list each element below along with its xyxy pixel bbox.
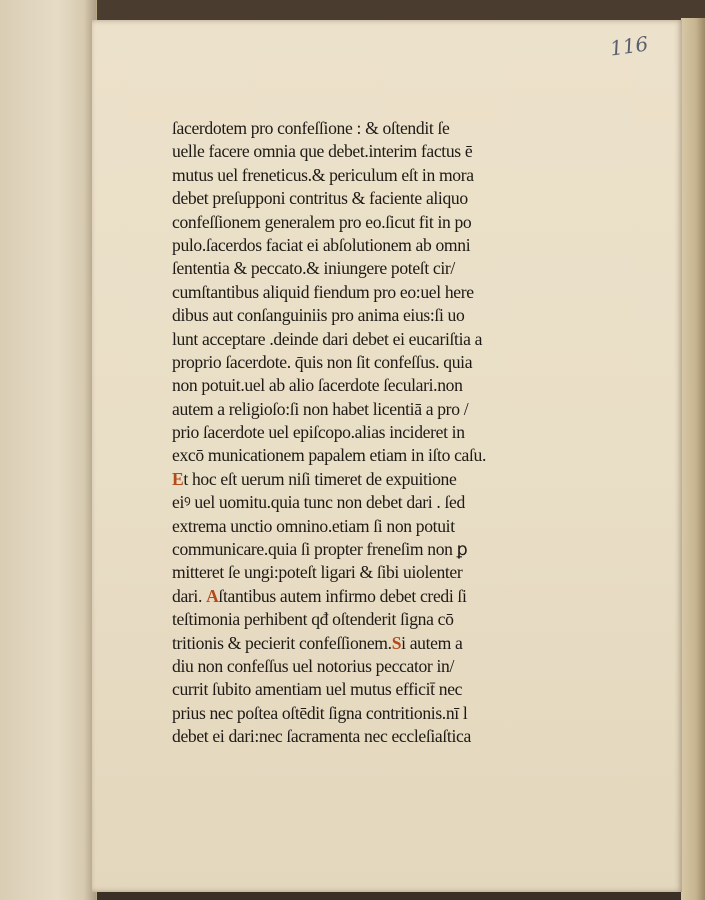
text-line: pulo.ſacerdos faciat ei abſolutionem ab omni <box>172 234 471 255</box>
rubricated-initial: E <box>172 468 184 489</box>
text-line: ſententia & peccato.& iniungere poteſt cir/ <box>172 258 455 279</box>
page-edge-stack <box>681 18 705 900</box>
text-line: ſacerdotem pro confeſſione : & oſtendit ſe <box>172 118 450 138</box>
text-line: dibus aut conſanguiniis pro anima eius:ſi uo <box>172 305 465 326</box>
text-line: proprio ſacerdote. q̄uis non ſit confeſſus. quia <box>172 351 473 372</box>
text-line: non potuit.uel ab alio ſacerdote ſeculari.non <box>172 375 463 396</box>
text-line: lunt acceptare .deinde dari debet ei eucariſtia a <box>172 328 483 349</box>
text-line: mutus uel freneticus.& periculum eſt in mora <box>172 164 474 185</box>
text-line: prius nec poſtea oſtēdit ſigna contritionis.nī l <box>172 702 468 723</box>
text-line: communicare.quia ſi propter freneſim non ꝑ <box>172 539 468 560</box>
top-binding-strip <box>0 0 705 22</box>
text-line: excō municationem papalem etiam in iſto caſu. <box>172 445 487 466</box>
text-block <box>172 117 544 749</box>
text-line: uelle facere omnia que debet.interim factus ē <box>172 141 473 162</box>
text-line: teſtimonia perhibent qđ oſtenderit ſigna cō <box>172 609 454 630</box>
text-line: currit ſubito amentiam uel mutus efficit̄ nec <box>172 679 463 700</box>
text-line: autem a religioſo:ſi non habet licentiā a pro / <box>172 398 469 419</box>
text-line: diu non confeſſus uel notorius peccator in/ <box>172 655 455 676</box>
text-line: debet preſupponi contritus & faciente aliquo <box>172 188 468 209</box>
text-line: tritionis & pecierit confeſſionem.Si autem a <box>172 632 463 653</box>
text-line: eiꝰ uel uomitu.quia tunc non debet dari . ſed <box>172 492 465 513</box>
folio-number: 116 <box>608 31 650 61</box>
text-line: dari. Aſtantibus autem infirmo debet credi ſi <box>172 585 467 606</box>
text-line: mitteret ſe ungi:poteſt ligari & ſibi uiolenter <box>172 562 463 583</box>
rubricated-initial: A <box>206 585 219 606</box>
text-line: confeſſionem generalem pro eo.ſicut fit in po <box>172 211 472 232</box>
text-line: debet ei dari:nec ſacramenta nec eccleſiaſtica <box>172 726 471 747</box>
text-line: cumſtantibus aliquid fiendum pro eo:uel here <box>172 281 474 302</box>
rubricated-initial: S <box>391 632 402 653</box>
text-line: prio ſacerdote uel epiſcopo.alias incideret in <box>172 422 465 443</box>
text-line: Et hoc eſt uerum niſi timeret de expuitione <box>172 468 457 489</box>
left-facing-page <box>0 0 97 900</box>
text-line: extrema unctio omnino.etiam ſi non potuit <box>172 515 455 536</box>
